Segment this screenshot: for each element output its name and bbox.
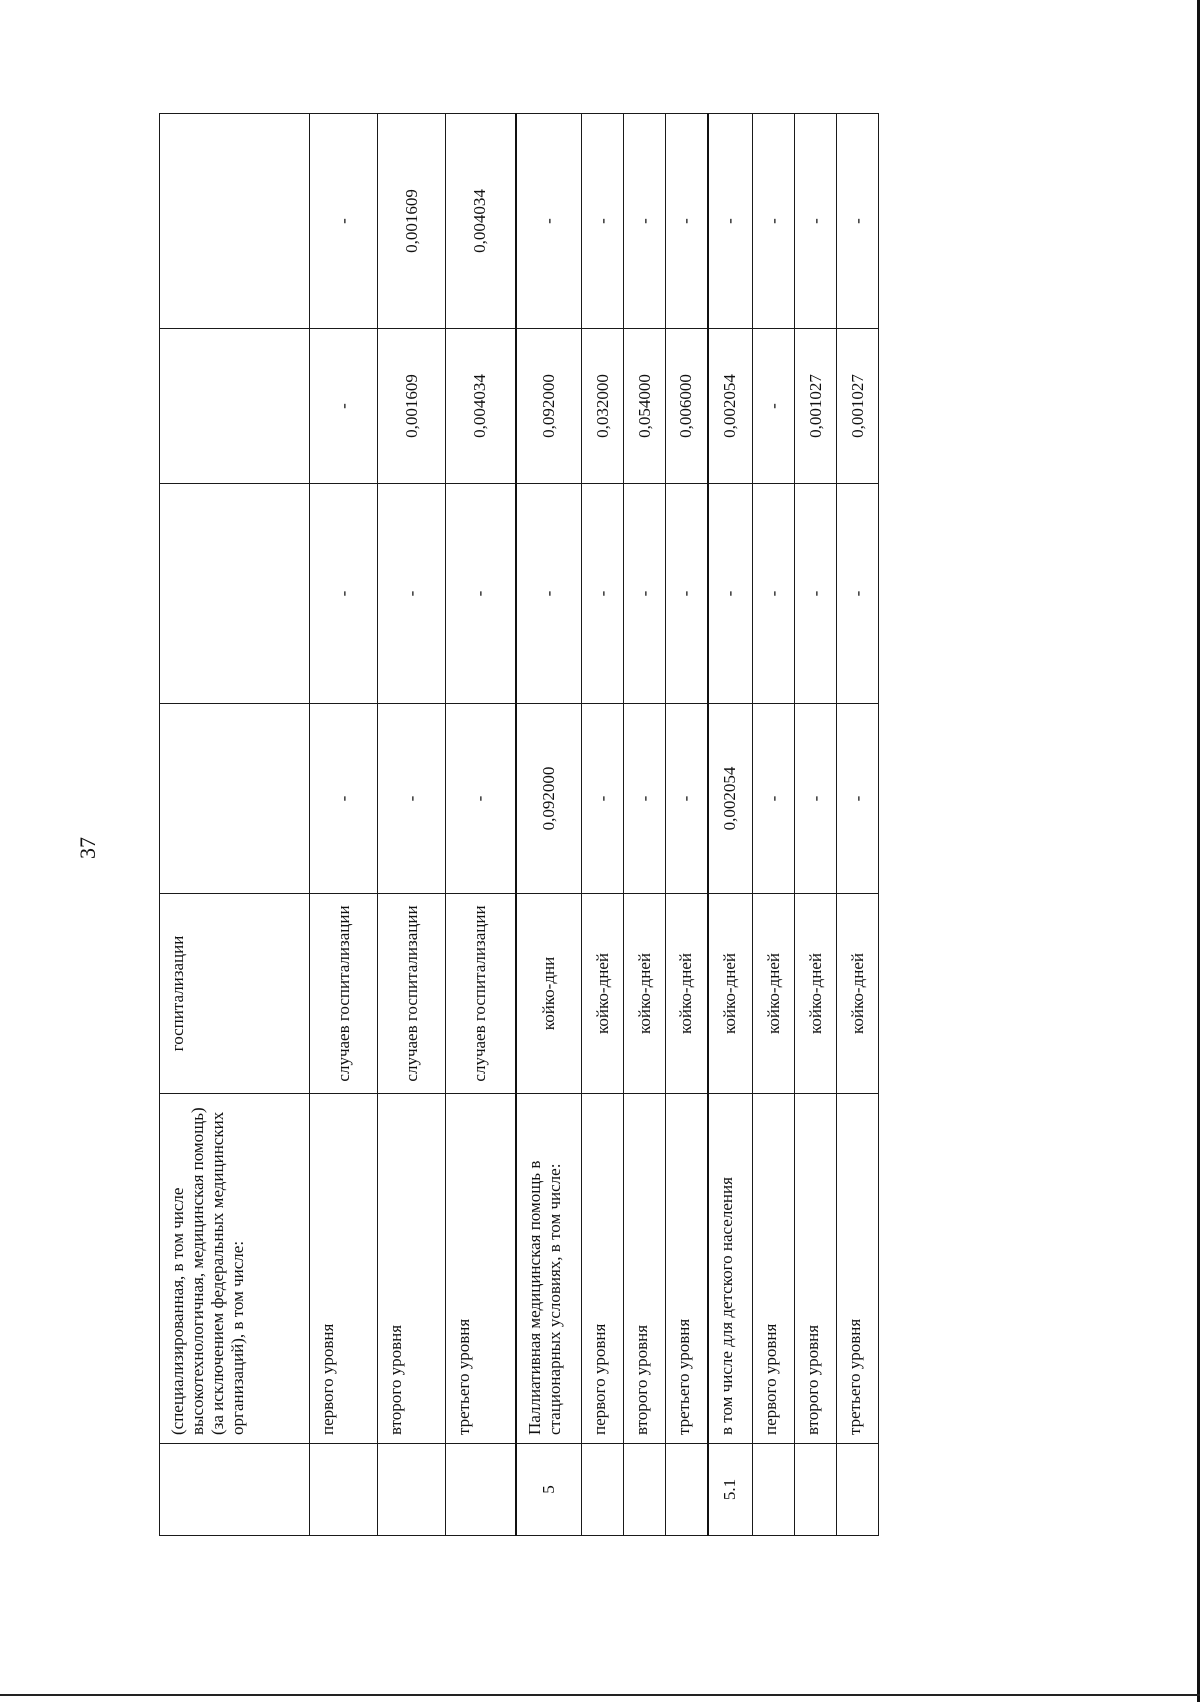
value-cell-1: 0,002054 <box>708 704 753 894</box>
table-row <box>624 114 666 1536</box>
row-name-cell: третьего уровня <box>666 1094 708 1444</box>
row-unit-cell: койко-дней <box>795 894 837 1094</box>
table-row <box>837 114 879 1536</box>
row-name-cell: второго уровня <box>795 1094 837 1444</box>
value-cell-4: - <box>837 114 879 329</box>
value-cell-3: 0,032000 <box>582 329 624 484</box>
value-cell-3 <box>160 329 310 484</box>
value-cell-1 <box>160 704 310 894</box>
row-unit-cell: случаев госпитализации <box>446 894 516 1094</box>
value-cell-4: - <box>310 114 378 329</box>
row-number-cell <box>837 1444 879 1536</box>
value-cell-4: - <box>516 114 582 329</box>
value-cell-2: - <box>516 484 582 704</box>
value-cell-4: - <box>582 114 624 329</box>
value-cell-3: 0,006000 <box>666 329 708 484</box>
page-number: 37 <box>75 837 100 859</box>
value-cell-3: 0,002054 <box>708 329 753 484</box>
table-row <box>666 114 708 1536</box>
value-cell-3: 0,004034 <box>446 329 516 484</box>
value-cell-2: - <box>795 484 837 704</box>
table-row <box>753 114 795 1536</box>
value-cell-2: - <box>624 484 666 704</box>
value-cell-2: - <box>582 484 624 704</box>
row-number-cell <box>624 1444 666 1536</box>
value-cell-1: - <box>795 704 837 894</box>
value-cell-3: 0,001609 <box>378 329 446 484</box>
row-name-cell: первого уровня <box>582 1094 624 1444</box>
row-unit-cell: госпитализации <box>160 894 310 1094</box>
row-number-cell <box>310 1444 378 1536</box>
value-cell-1: - <box>582 704 624 894</box>
row-number-cell <box>446 1444 516 1536</box>
value-cell-2: - <box>378 484 446 704</box>
value-cell-4: - <box>666 114 708 329</box>
value-cell-4 <box>160 114 310 329</box>
row-name-cell: Паллиативная медицинская помощь в стационарных условиях, в том числе: <box>516 1094 582 1444</box>
row-unit-cell: койко-дней <box>837 894 879 1094</box>
row-unit-cell: койко-дни <box>516 894 582 1094</box>
row-unit-cell: койко-дней <box>666 894 708 1094</box>
value-cell-3: 0,001027 <box>837 329 879 484</box>
value-cell-3: - <box>753 329 795 484</box>
value-cell-4: - <box>753 114 795 329</box>
row-number-cell <box>582 1444 624 1536</box>
row-number-cell: 5.1 <box>708 1444 753 1536</box>
row-name-cell: в том числе для детского населения <box>708 1094 753 1444</box>
row-name-cell: второго уровня <box>378 1094 446 1444</box>
value-cell-4: 0,001609 <box>378 114 446 329</box>
value-cell-1: - <box>753 704 795 894</box>
value-cell-4: - <box>624 114 666 329</box>
row-name-cell: (специализированная, в том числе высокотехнологичная, медицинская помощь) (за исключением федеральных медицинских организаций), в том числе: <box>160 1094 310 1444</box>
value-cell-2: - <box>837 484 879 704</box>
table-row <box>446 114 516 1536</box>
value-cell-1: - <box>446 704 516 894</box>
table-row <box>310 114 378 1536</box>
row-unit-cell: койко-дней <box>624 894 666 1094</box>
value-cell-1: - <box>837 704 879 894</box>
row-number-cell <box>795 1444 837 1536</box>
row-name-cell: третьего уровня <box>446 1094 516 1444</box>
row-name-cell: второго уровня <box>624 1094 666 1444</box>
row-unit-cell: случаев госпитализации <box>378 894 446 1094</box>
value-cell-4: 0,004034 <box>446 114 516 329</box>
row-number-cell <box>160 1444 310 1536</box>
value-cell-3: - <box>310 329 378 484</box>
value-cell-2: - <box>708 484 753 704</box>
table-row <box>795 114 837 1536</box>
value-cell-2: - <box>446 484 516 704</box>
value-cell-2: - <box>753 484 795 704</box>
value-cell-1: - <box>624 704 666 894</box>
value-cell-3: 0,054000 <box>624 329 666 484</box>
value-cell-1: 0,092000 <box>516 704 582 894</box>
value-cell-3: 0,001027 <box>795 329 837 484</box>
value-cell-1: - <box>310 704 378 894</box>
table-row <box>160 114 310 1536</box>
row-unit-cell: койко-дней <box>582 894 624 1094</box>
value-cell-2: - <box>310 484 378 704</box>
scan-edge-bottom <box>0 1694 1200 1696</box>
table-row <box>378 114 446 1536</box>
rotated-table-wrapper <box>159 114 867 1536</box>
value-cell-1: - <box>378 704 446 894</box>
row-name-cell: первого уровня <box>310 1094 378 1444</box>
row-unit-cell: койко-дней <box>708 894 753 1094</box>
value-cell-4: - <box>708 114 753 329</box>
row-name-cell: третьего уровня <box>837 1094 879 1444</box>
value-cell-1: - <box>666 704 708 894</box>
table-row <box>708 114 753 1536</box>
value-cell-2 <box>160 484 310 704</box>
row-name-cell: первого уровня <box>753 1094 795 1444</box>
row-number-cell <box>666 1444 708 1536</box>
row-unit-cell: койко-дней <box>753 894 795 1094</box>
row-unit-cell: случаев госпитализации <box>310 894 378 1094</box>
row-number-cell <box>378 1444 446 1536</box>
row-number-cell: 5 <box>516 1444 582 1536</box>
value-cell-3: 0,092000 <box>516 329 582 484</box>
value-cell-2: - <box>666 484 708 704</box>
table-row <box>516 114 582 1536</box>
data-table <box>159 113 879 1536</box>
row-number-cell <box>753 1444 795 1536</box>
table-row <box>582 114 624 1536</box>
value-cell-4: - <box>795 114 837 329</box>
